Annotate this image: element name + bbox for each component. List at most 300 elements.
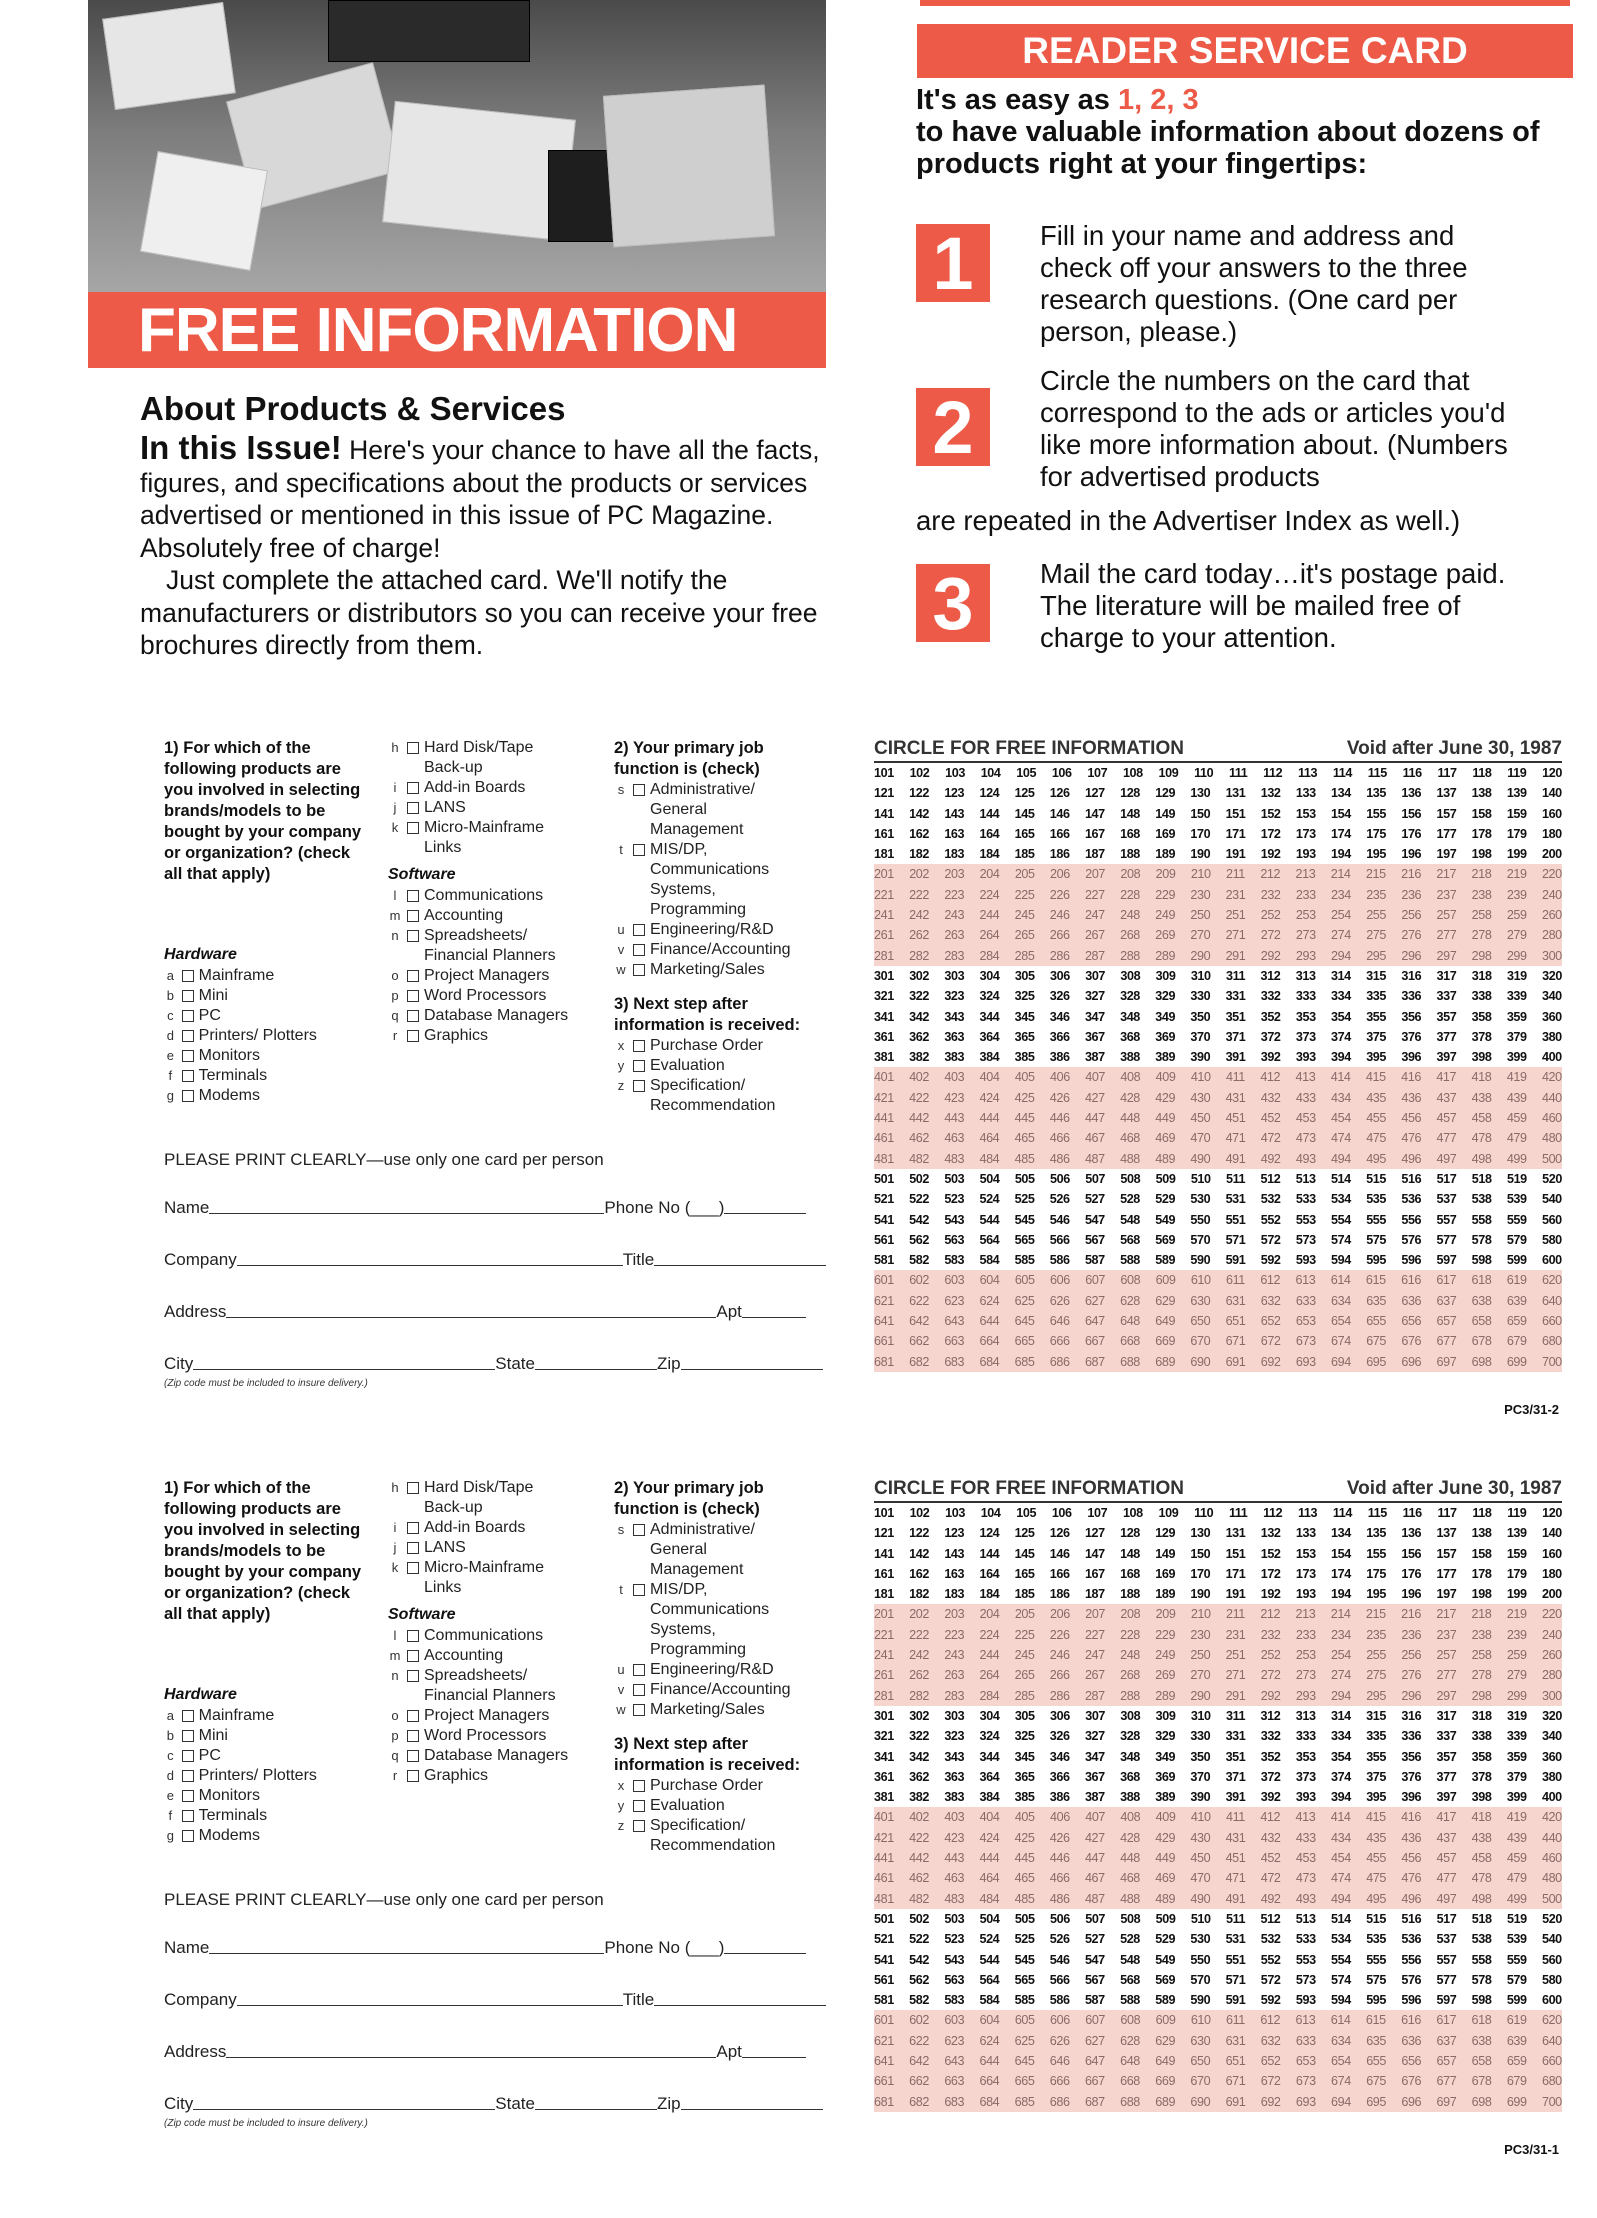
- checkbox[interactable]: [407, 1542, 419, 1554]
- circle-number-505[interactable]: 505: [1014, 1911, 1035, 1926]
- circle-number-437[interactable]: 437: [1436, 1830, 1457, 1845]
- circle-number-583[interactable]: 583: [944, 1253, 965, 1268]
- circle-number-283[interactable]: 283: [944, 948, 965, 963]
- circle-number-485[interactable]: 485: [1014, 1151, 1035, 1166]
- circle-number-641[interactable]: 641: [874, 2054, 894, 2069]
- circle-number-189[interactable]: 189: [1155, 847, 1176, 862]
- circle-number-388[interactable]: 388: [1120, 1790, 1140, 1805]
- circle-number-678[interactable]: 678: [1471, 2074, 1492, 2089]
- checkbox[interactable]: [633, 944, 645, 956]
- circle-number-179[interactable]: 179: [1506, 1566, 1527, 1581]
- circle-number-405[interactable]: 405: [1014, 1810, 1035, 1825]
- circle-number-608[interactable]: 608: [1120, 2013, 1141, 2028]
- circle-number-536[interactable]: 536: [1401, 1932, 1422, 1947]
- circle-number-132[interactable]: 132: [1260, 786, 1281, 801]
- circle-number-258[interactable]: 258: [1471, 908, 1492, 923]
- circle-number-374[interactable]: 374: [1331, 1029, 1351, 1044]
- circle-number-548[interactable]: 548: [1120, 1212, 1140, 1227]
- circle-number-166[interactable]: 166: [1049, 1566, 1070, 1581]
- circle-number-423[interactable]: 423: [944, 1090, 965, 1105]
- circle-number-459[interactable]: 459: [1506, 1111, 1527, 1126]
- option-c[interactable]: [164, 1006, 334, 1026]
- circle-number-401[interactable]: 401: [874, 1070, 894, 1085]
- circle-number-519[interactable]: 519: [1506, 1171, 1527, 1186]
- circle-number-235[interactable]: 235: [1366, 887, 1386, 902]
- circle-number-356[interactable]: 356: [1401, 1749, 1422, 1764]
- circle-number-515[interactable]: 515: [1366, 1911, 1386, 1926]
- circle-number-264[interactable]: 264: [979, 928, 1000, 943]
- circle-number-325[interactable]: 325: [1014, 989, 1035, 1004]
- circle-number-521[interactable]: 521: [874, 1192, 894, 1207]
- checkbox[interactable]: [633, 1820, 645, 1832]
- option-n[interactable]: [388, 926, 588, 966]
- circle-number-673[interactable]: 673: [1295, 1334, 1316, 1349]
- circle-number-260[interactable]: 260: [1541, 908, 1562, 923]
- circle-number-116[interactable]: 116: [1402, 766, 1422, 780]
- circle-number-427[interactable]: 427: [1084, 1830, 1105, 1845]
- circle-number-334[interactable]: 334: [1331, 1729, 1351, 1744]
- circle-number-469[interactable]: 469: [1155, 1131, 1176, 1146]
- circle-number-648[interactable]: 648: [1120, 2054, 1140, 2069]
- circle-number-207[interactable]: 207: [1085, 867, 1106, 882]
- circle-number-298[interactable]: 298: [1471, 1688, 1492, 1703]
- circle-number-187[interactable]: 187: [1084, 1587, 1105, 1602]
- circle-number-342[interactable]: 342: [909, 1749, 929, 1764]
- circle-number-455[interactable]: 455: [1366, 1111, 1386, 1126]
- circle-number-448[interactable]: 448: [1120, 1111, 1140, 1126]
- circle-number-523[interactable]: 523: [944, 1192, 965, 1207]
- circle-number-323[interactable]: 323: [944, 989, 965, 1004]
- circle-number-373[interactable]: 373: [1295, 1029, 1316, 1044]
- circle-number-139[interactable]: 139: [1506, 1526, 1527, 1541]
- circle-number-452[interactable]: 452: [1260, 1851, 1281, 1866]
- circle-number-192[interactable]: 192: [1260, 1587, 1281, 1602]
- circle-number-582[interactable]: 582: [909, 1993, 929, 2008]
- circle-number-601[interactable]: 601: [874, 1273, 894, 1288]
- circle-number-136[interactable]: 136: [1401, 1526, 1422, 1541]
- circle-number-625[interactable]: 625: [1014, 2033, 1035, 2048]
- checkbox[interactable]: [633, 1800, 645, 1812]
- circle-number-317[interactable]: 317: [1436, 968, 1457, 983]
- circle-number-113[interactable]: 113: [1297, 766, 1318, 780]
- circle-number-323[interactable]: 323: [944, 1729, 965, 1744]
- circle-number-385[interactable]: 385: [1014, 1050, 1035, 1065]
- circle-number-320[interactable]: 320: [1542, 1708, 1562, 1723]
- circle-number-425[interactable]: 425: [1014, 1090, 1035, 1105]
- option-k[interactable]: [388, 1558, 588, 1598]
- circle-number-513[interactable]: 513: [1295, 1911, 1316, 1926]
- circle-number-106[interactable]: 106: [1051, 1506, 1072, 1520]
- circle-number-564[interactable]: 564: [979, 1232, 1000, 1247]
- circle-number-275[interactable]: 275: [1366, 928, 1386, 943]
- circle-number-631[interactable]: 631: [1225, 2033, 1246, 2048]
- circle-number-547[interactable]: 547: [1084, 1952, 1105, 1967]
- circle-number-541[interactable]: 541: [874, 1212, 894, 1227]
- circle-number-293[interactable]: 293: [1295, 948, 1316, 963]
- circle-number-551[interactable]: 551: [1225, 1952, 1246, 1967]
- circle-number-208[interactable]: 208: [1120, 1607, 1141, 1622]
- circle-number-597[interactable]: 597: [1436, 1993, 1457, 2008]
- circle-number-328[interactable]: 328: [1120, 1729, 1140, 1744]
- circle-number-508[interactable]: 508: [1120, 1911, 1141, 1926]
- circle-number-321[interactable]: 321: [874, 989, 894, 1004]
- circle-number-129[interactable]: 129: [1155, 1526, 1176, 1541]
- apt-field[interactable]: [742, 2057, 806, 2058]
- circle-number-238[interactable]: 238: [1471, 887, 1492, 902]
- circle-number-500[interactable]: 500: [1541, 1891, 1562, 1906]
- circle-number-480[interactable]: 480: [1541, 1871, 1562, 1886]
- circle-number-580[interactable]: 580: [1541, 1232, 1562, 1247]
- circle-number-166[interactable]: 166: [1049, 826, 1070, 841]
- circle-number-675[interactable]: 675: [1366, 2074, 1386, 2089]
- state-field[interactable]: [535, 2109, 657, 2110]
- circle-number-169[interactable]: 169: [1155, 1566, 1176, 1581]
- circle-number-274[interactable]: 274: [1331, 1668, 1351, 1683]
- circle-number-595[interactable]: 595: [1366, 1993, 1386, 2008]
- circle-number-314[interactable]: 314: [1330, 1708, 1351, 1723]
- circle-number-556[interactable]: 556: [1401, 1952, 1422, 1967]
- circle-number-588[interactable]: 588: [1120, 1253, 1140, 1268]
- circle-number-486[interactable]: 486: [1049, 1891, 1070, 1906]
- circle-number-675[interactable]: 675: [1366, 1334, 1386, 1349]
- circle-number-335[interactable]: 335: [1366, 1729, 1386, 1744]
- circle-number-667[interactable]: 667: [1084, 1334, 1105, 1349]
- circle-number-312[interactable]: 312: [1260, 1708, 1281, 1723]
- circle-number-563[interactable]: 563: [944, 1232, 965, 1247]
- circle-number-466[interactable]: 466: [1049, 1131, 1070, 1146]
- circle-number-471[interactable]: 471: [1225, 1131, 1246, 1146]
- circle-number-356[interactable]: 356: [1401, 1009, 1422, 1024]
- circle-number-144[interactable]: 144: [979, 806, 1000, 821]
- circle-number-569[interactable]: 569: [1155, 1232, 1176, 1247]
- circle-number-264[interactable]: 264: [979, 1668, 1000, 1683]
- circle-number-215[interactable]: 215: [1365, 867, 1386, 882]
- option-x[interactable]: [614, 1036, 814, 1056]
- circle-number-143[interactable]: 143: [944, 806, 965, 821]
- circle-number-265[interactable]: 265: [1014, 928, 1035, 943]
- checkbox[interactable]: [633, 1684, 645, 1696]
- circle-number-196[interactable]: 196: [1401, 1587, 1422, 1602]
- circle-number-190[interactable]: 190: [1190, 1587, 1211, 1602]
- circle-number-552[interactable]: 552: [1260, 1952, 1281, 1967]
- circle-number-517[interactable]: 517: [1436, 1911, 1457, 1926]
- circle-number-297[interactable]: 297: [1436, 948, 1457, 963]
- circle-number-210[interactable]: 210: [1190, 867, 1211, 882]
- circle-number-353[interactable]: 353: [1295, 1009, 1316, 1024]
- checkbox[interactable]: [407, 802, 419, 814]
- circle-number-214[interactable]: 214: [1330, 867, 1351, 882]
- circle-number-259[interactable]: 259: [1506, 908, 1527, 923]
- circle-number-398[interactable]: 398: [1471, 1050, 1492, 1065]
- circle-number-379[interactable]: 379: [1506, 1769, 1527, 1784]
- circle-number-282[interactable]: 282: [909, 948, 929, 963]
- circle-number-510[interactable]: 510: [1190, 1911, 1211, 1926]
- option-h[interactable]: [388, 738, 588, 778]
- circle-number-253[interactable]: 253: [1295, 908, 1316, 923]
- circle-number-622[interactable]: 622: [909, 1293, 929, 1308]
- circle-number-319[interactable]: 319: [1506, 968, 1527, 983]
- checkbox[interactable]: [182, 1710, 194, 1722]
- circle-number-561[interactable]: 561: [874, 1232, 894, 1247]
- circle-number-112[interactable]: 112: [1263, 1506, 1283, 1520]
- circle-number-624[interactable]: 624: [979, 2033, 1000, 2048]
- circle-number-576[interactable]: 576: [1401, 1972, 1422, 1987]
- circle-number-170[interactable]: 170: [1190, 826, 1211, 841]
- circle-number-281[interactable]: 281: [874, 1688, 894, 1703]
- circle-number-128[interactable]: 128: [1120, 1526, 1140, 1541]
- circle-number-437[interactable]: 437: [1436, 1090, 1457, 1105]
- circle-number-321[interactable]: 321: [874, 1729, 894, 1744]
- circle-number-201[interactable]: 201: [874, 1607, 894, 1622]
- circle-number-373[interactable]: 373: [1295, 1769, 1316, 1784]
- circle-number-316[interactable]: 316: [1401, 1708, 1422, 1723]
- circle-number-589[interactable]: 589: [1155, 1993, 1176, 2008]
- circle-number-175[interactable]: 175: [1366, 826, 1386, 841]
- circle-number-171[interactable]: 171: [1225, 1566, 1246, 1581]
- circle-number-122[interactable]: 122: [909, 786, 929, 801]
- circle-number-618[interactable]: 618: [1471, 2013, 1492, 2028]
- circle-number-624[interactable]: 624: [979, 1293, 1000, 1308]
- circle-number-354[interactable]: 354: [1331, 1009, 1351, 1024]
- circle-number-542[interactable]: 542: [909, 1952, 929, 1967]
- circle-number-626[interactable]: 626: [1049, 2033, 1070, 2048]
- circle-number-103[interactable]: 103: [945, 1506, 965, 1520]
- option-c[interactable]: [164, 1746, 334, 1766]
- option-b[interactable]: [164, 1726, 334, 1746]
- circle-number-333[interactable]: 333: [1295, 989, 1316, 1004]
- circle-number-540[interactable]: 540: [1541, 1192, 1562, 1207]
- circle-number-527[interactable]: 527: [1084, 1192, 1105, 1207]
- circle-number-178[interactable]: 178: [1471, 1566, 1492, 1581]
- circle-number-563[interactable]: 563: [944, 1972, 965, 1987]
- circle-number-249[interactable]: 249: [1155, 908, 1176, 923]
- circle-number-646[interactable]: 646: [1049, 2054, 1070, 2069]
- circle-number-661[interactable]: 661: [874, 1334, 894, 1349]
- circle-number-420[interactable]: 420: [1541, 1810, 1562, 1825]
- circle-number-240[interactable]: 240: [1541, 887, 1562, 902]
- circle-number-290[interactable]: 290: [1190, 948, 1211, 963]
- circle-number-597[interactable]: 597: [1436, 1253, 1457, 1268]
- circle-number-228[interactable]: 228: [1120, 1627, 1140, 1642]
- circle-number-369[interactable]: 369: [1155, 1769, 1176, 1784]
- circle-number-232[interactable]: 232: [1260, 887, 1281, 902]
- circle-number-367[interactable]: 367: [1084, 1029, 1105, 1044]
- circle-number-313[interactable]: 313: [1295, 968, 1316, 983]
- option-u[interactable]: [614, 1660, 814, 1680]
- circle-number-271[interactable]: 271: [1225, 928, 1246, 943]
- circle-number-165[interactable]: 165: [1014, 1566, 1035, 1581]
- zip-field[interactable]: [681, 1369, 823, 1370]
- circle-number-529[interactable]: 529: [1155, 1192, 1176, 1207]
- circle-number-224[interactable]: 224: [979, 1627, 1000, 1642]
- circle-number-413[interactable]: 413: [1295, 1070, 1316, 1085]
- circle-number-187[interactable]: 187: [1084, 847, 1105, 862]
- circle-number-493[interactable]: 493: [1295, 1151, 1316, 1166]
- circle-number-242[interactable]: 242: [909, 1648, 929, 1663]
- circle-number-586[interactable]: 586: [1049, 1993, 1070, 2008]
- circle-number-478[interactable]: 478: [1471, 1871, 1492, 1886]
- circle-number-483[interactable]: 483: [944, 1891, 965, 1906]
- circle-number-250[interactable]: 250: [1190, 908, 1211, 923]
- circle-number-581[interactable]: 581: [874, 1993, 894, 2008]
- circle-number-121[interactable]: 121: [874, 1526, 894, 1541]
- circle-number-156[interactable]: 156: [1401, 1546, 1422, 1561]
- circle-number-284[interactable]: 284: [979, 948, 1000, 963]
- circle-number-122[interactable]: 122: [909, 1526, 929, 1541]
- circle-number-210[interactable]: 210: [1190, 1607, 1211, 1622]
- circle-number-205[interactable]: 205: [1014, 1607, 1035, 1622]
- checkbox[interactable]: [407, 1630, 419, 1642]
- circle-number-465[interactable]: 465: [1014, 1131, 1035, 1146]
- circle-number-599[interactable]: 599: [1506, 1253, 1527, 1268]
- circle-number-660[interactable]: 660: [1541, 2054, 1562, 2069]
- circle-number-256[interactable]: 256: [1401, 1648, 1422, 1663]
- circle-number-121[interactable]: 121: [874, 786, 894, 801]
- circle-number-273[interactable]: 273: [1295, 1668, 1316, 1683]
- circle-number-374[interactable]: 374: [1331, 1769, 1351, 1784]
- circle-number-342[interactable]: 342: [909, 1009, 929, 1024]
- circle-number-148[interactable]: 148: [1120, 806, 1140, 821]
- circle-number-544[interactable]: 544: [979, 1212, 1000, 1227]
- checkbox[interactable]: [182, 1750, 194, 1762]
- circle-number-136[interactable]: 136: [1401, 786, 1422, 801]
- circle-number-616[interactable]: 616: [1401, 1273, 1421, 1288]
- circle-number-197[interactable]: 197: [1436, 1587, 1457, 1602]
- circle-number-162[interactable]: 162: [909, 826, 929, 841]
- circle-number-372[interactable]: 372: [1260, 1029, 1281, 1044]
- circle-number-621[interactable]: 621: [874, 2033, 894, 2048]
- circle-number-370[interactable]: 370: [1190, 1029, 1211, 1044]
- circle-number-526[interactable]: 526: [1049, 1932, 1070, 1947]
- circle-number-603[interactable]: 603: [944, 2013, 965, 2028]
- option-u[interactable]: [614, 920, 814, 940]
- circle-number-183[interactable]: 183: [944, 847, 965, 862]
- circle-number-156[interactable]: 156: [1401, 806, 1422, 821]
- circle-number-428[interactable]: 428: [1120, 1830, 1140, 1845]
- circle-number-494[interactable]: 494: [1331, 1891, 1351, 1906]
- circle-number-625[interactable]: 625: [1014, 1293, 1035, 1308]
- circle-number-252[interactable]: 252: [1260, 1648, 1281, 1663]
- circle-number-489[interactable]: 489: [1155, 1891, 1176, 1906]
- circle-number-378[interactable]: 378: [1471, 1769, 1492, 1784]
- circle-number-681[interactable]: 681: [874, 1354, 894, 1369]
- circle-number-493[interactable]: 493: [1295, 1891, 1316, 1906]
- circle-number-472[interactable]: 472: [1260, 1131, 1281, 1146]
- circle-number-331[interactable]: 331: [1225, 989, 1246, 1004]
- circle-number-233[interactable]: 233: [1295, 887, 1316, 902]
- option-s[interactable]: [614, 780, 814, 840]
- circle-number-670[interactable]: 670: [1190, 1334, 1211, 1349]
- circle-number-582[interactable]: 582: [909, 1253, 929, 1268]
- circle-number-658[interactable]: 658: [1471, 1314, 1492, 1329]
- circle-number-548[interactable]: 548: [1120, 1952, 1140, 1967]
- circle-number-172[interactable]: 172: [1260, 1566, 1281, 1581]
- circle-number-200[interactable]: 200: [1541, 1587, 1562, 1602]
- option-v[interactable]: [614, 1680, 814, 1700]
- circle-number-517[interactable]: 517: [1436, 1171, 1457, 1186]
- circle-number-538[interactable]: 538: [1471, 1932, 1492, 1947]
- circle-number-488[interactable]: 488: [1120, 1891, 1140, 1906]
- circle-number-345[interactable]: 345: [1014, 1009, 1035, 1024]
- checkbox[interactable]: [633, 1060, 645, 1072]
- circle-number-462[interactable]: 462: [909, 1131, 929, 1146]
- circle-number-533[interactable]: 533: [1295, 1932, 1316, 1947]
- circle-number-652[interactable]: 652: [1260, 1314, 1281, 1329]
- circle-number-203[interactable]: 203: [944, 867, 965, 882]
- circle-number-239[interactable]: 239: [1506, 1627, 1527, 1642]
- checkbox[interactable]: [407, 1010, 419, 1022]
- circle-number-261[interactable]: 261: [874, 1668, 894, 1683]
- circle-number-387[interactable]: 387: [1084, 1790, 1105, 1805]
- circle-number-296[interactable]: 296: [1401, 948, 1422, 963]
- circle-number-318[interactable]: 318: [1471, 1708, 1492, 1723]
- circle-number-460[interactable]: 460: [1541, 1851, 1562, 1866]
- circle-number-140[interactable]: 140: [1541, 1526, 1562, 1541]
- circle-number-292[interactable]: 292: [1260, 948, 1281, 963]
- circle-number-594[interactable]: 594: [1331, 1253, 1351, 1268]
- circle-number-592[interactable]: 592: [1260, 1253, 1281, 1268]
- circle-number-623[interactable]: 623: [944, 2033, 965, 2048]
- circle-number-404[interactable]: 404: [979, 1070, 1000, 1085]
- circle-number-305[interactable]: 305: [1014, 968, 1035, 983]
- option-j[interactable]: [388, 1538, 588, 1558]
- circle-number-204[interactable]: 204: [979, 1607, 1000, 1622]
- circle-number-580[interactable]: 580: [1541, 1972, 1562, 1987]
- circle-number-604[interactable]: 604: [979, 1273, 1000, 1288]
- circle-number-352[interactable]: 352: [1260, 1009, 1281, 1024]
- circle-number-679[interactable]: 679: [1506, 2074, 1527, 2089]
- circle-number-623[interactable]: 623: [944, 1293, 965, 1308]
- circle-number-213[interactable]: 213: [1295, 1607, 1316, 1622]
- circle-number-182[interactable]: 182: [909, 1587, 929, 1602]
- circle-number-138[interactable]: 138: [1471, 1526, 1492, 1541]
- circle-number-412[interactable]: 412: [1260, 1810, 1281, 1825]
- circle-number-414[interactable]: 414: [1330, 1070, 1351, 1085]
- circle-number-605[interactable]: 605: [1014, 2013, 1035, 2028]
- circle-number-683[interactable]: 683: [944, 2094, 965, 2109]
- city-field[interactable]: [193, 2109, 495, 2110]
- circle-number-341[interactable]: 341: [874, 1749, 894, 1764]
- circle-number-552[interactable]: 552: [1260, 1212, 1281, 1227]
- circle-number-393[interactable]: 393: [1295, 1050, 1316, 1065]
- circle-number-570[interactable]: 570: [1190, 1972, 1211, 1987]
- circle-number-186[interactable]: 186: [1049, 847, 1070, 862]
- circle-number-650[interactable]: 650: [1190, 1314, 1211, 1329]
- circle-number-639[interactable]: 639: [1506, 2033, 1527, 2048]
- circle-number-155[interactable]: 155: [1366, 806, 1386, 821]
- circle-number-562[interactable]: 562: [909, 1972, 929, 1987]
- circle-number-620[interactable]: 620: [1541, 1273, 1562, 1288]
- circle-number-511[interactable]: 511: [1226, 1911, 1246, 1926]
- circle-number-465[interactable]: 465: [1014, 1871, 1035, 1886]
- circle-number-103[interactable]: 103: [945, 766, 965, 780]
- circle-number-106[interactable]: 106: [1051, 766, 1072, 780]
- circle-number-150[interactable]: 150: [1190, 1546, 1211, 1561]
- circle-number-165[interactable]: 165: [1014, 826, 1035, 841]
- circle-number-481[interactable]: 481: [874, 1891, 894, 1906]
- circle-number-605[interactable]: 605: [1014, 1273, 1035, 1288]
- circle-number-700[interactable]: 700: [1541, 1354, 1562, 1369]
- circle-number-313[interactable]: 313: [1295, 1708, 1316, 1723]
- circle-number-306[interactable]: 306: [1050, 1708, 1070, 1723]
- circle-number-288[interactable]: 288: [1120, 1688, 1140, 1703]
- circle-number-178[interactable]: 178: [1471, 826, 1492, 841]
- circle-number-482[interactable]: 482: [909, 1151, 929, 1166]
- circle-number-276[interactable]: 276: [1401, 928, 1422, 943]
- circle-number-482[interactable]: 482: [909, 1891, 929, 1906]
- circle-number-598[interactable]: 598: [1471, 1253, 1492, 1268]
- circle-number-674[interactable]: 674: [1331, 2074, 1351, 2089]
